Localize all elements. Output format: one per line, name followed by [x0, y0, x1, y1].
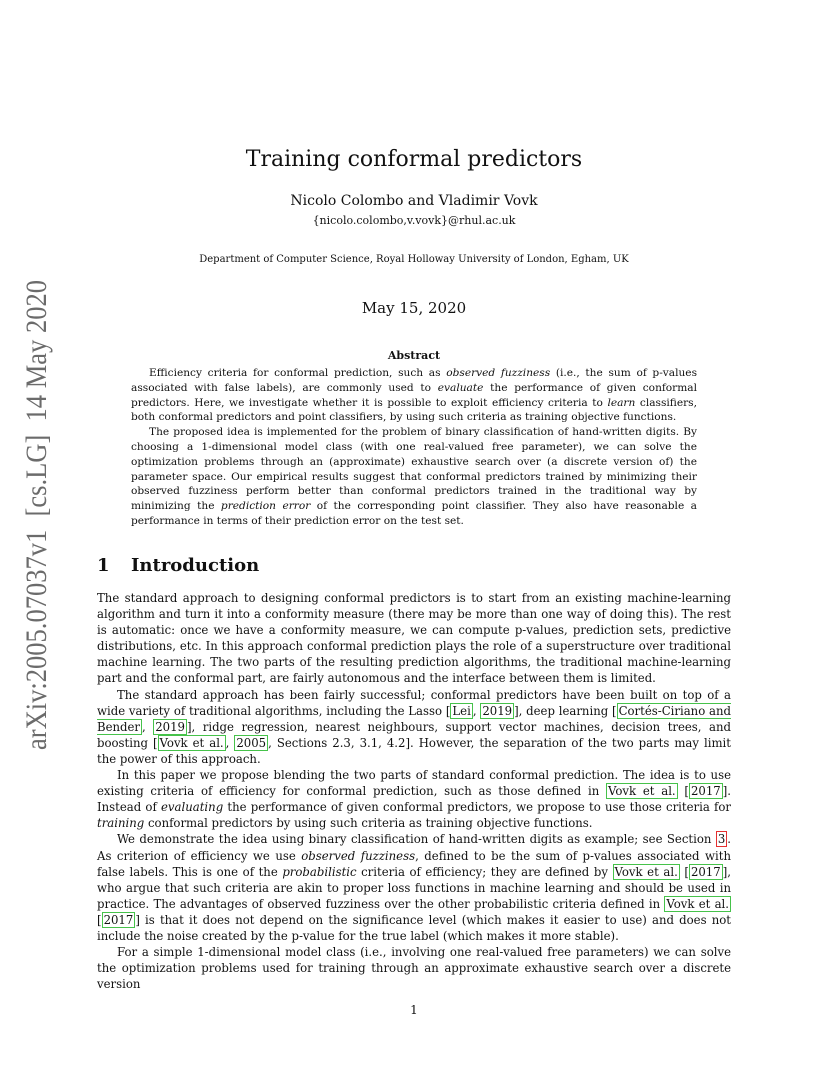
body-paragraph-2: The standard approach has been fairly successful; conformal predictors have been built on top of a wide variety of traditional algorithms, including the Lasso [ Lei , 2019 ], deep learning [ Cortés-Ciriano and Bender , 2019 ], ridge regression, nearest neighbours, support vector machines, decision trees, and boosting [ Vovk et al. , 2005 , Sections 2.3, 3.1, 4.2]. However, the separation of the two parts may limit the power of this approach.: [97, 687, 731, 766]
page-number: 1: [410, 1003, 418, 1017]
affiliation: Department of Computer Science, Royal Holloway University of London, Egham, UK: [199, 254, 629, 265]
body-paragraph-1: The standard approach to designing conformal predictors is to start from an existing machine-learning algorithm and turn it into a conformity measure (there may be more than one way of doing this). The rest is automatic: once we have a conformity measure, we can compute p-values, prediction sets, predictive distributions, etc. In this approach conformal prediction plays the role of a superstructure over traditional machine learning. The two parts of the resulting prediction algorithms, the traditional machine-learning part and the conformal part, are fairly autonomous and the interface between them is limited.: [97, 591, 731, 686]
citation-link[interactable]: 2019: [155, 719, 185, 734]
citation-link[interactable]: 2017: [690, 784, 721, 799]
citation-link[interactable]: 2017: [690, 864, 721, 879]
citation-link[interactable]: Vovk et al.: [614, 864, 678, 879]
citation-link[interactable]: 2005: [236, 735, 267, 750]
citation-link[interactable]: Cortés-Ciriano and Bender: [97, 703, 731, 734]
section-title: Introduction: [131, 555, 260, 576]
section-heading: [97, 555, 259, 576]
citation-link[interactable]: 2019: [482, 703, 513, 718]
citation-link[interactable]: Lei: [452, 703, 471, 718]
arxiv-stamp-text: arXiv:2005.07037v1 [cs.LG] 14 May 2020: [20, 280, 53, 750]
body-text: [97, 590, 731, 992]
abstract: [131, 366, 697, 529]
paper-title: Training conformal predictors: [245, 147, 583, 172]
author-email: {nicolo.colombo,v.vovk}@rhul.ac.uk: [312, 214, 516, 227]
section-link[interactable]: 3: [717, 832, 726, 847]
citation-link[interactable]: Vovk et al.: [608, 784, 676, 799]
citation-link[interactable]: Vovk et al.: [159, 735, 224, 750]
citation-link[interactable]: 2017: [103, 912, 134, 927]
abstract-paragraph-1: Efficiency criteria for conformal prediction, such as observed fuzziness (i.e., the sum of p-values associated with false labels), are commonly used to evaluate the performance of given conformal predictors. Here, we investigate whether it is possible to exploit efficiency criteria to learn classifiers, both conformal predictors and point classifiers, by using such criteria as training objective functions.: [131, 367, 698, 424]
section-number: 1: [97, 555, 110, 576]
citation-link[interactable]: Vovk et al.: [666, 896, 729, 911]
abstract-paragraph-2: The proposed idea is implemented for the problem of binary classification of hand-written digits. By choosing a 1-dimensional model class (with one real-valued free parameter), we can solve the optimization problems through an (approximate) exhaustive search over (a discrete version of) the parameter space. Our empirical results suggest that conformal predictors trained by minimizing their observed fuzziness perform better than conformal predictors trained in the traditional way by minimizing the prediction error of the corresponding point classifier. They also have reasonable a performance in terms of their prediction error on the test set.: [131, 426, 697, 527]
abstract-heading: Abstract: [387, 349, 441, 362]
authors: Nicolo Colombo and Vladimir Vovk: [290, 193, 538, 209]
body-paragraph-3: In this paper we propose blending the two parts of standard conformal prediction. The idea is to use existing criteria of efficiency for conformal prediction, such as those defined in Vovk et al. [ 2017 ]. Instead of evaluating the performance of given conformal predictors, we propose to use those criteria for training conformal predictors by using such criteria as training objective functions.: [97, 768, 731, 831]
body-paragraph-5: For a simple 1-dimensional model class (i.e., involving one real-valued free parameters) we can solve the optimization problems used for training through an approximate exhaustive search over a discrete version: [97, 945, 731, 992]
paper-date: May 15, 2020: [361, 299, 467, 317]
body-paragraph-4: We demonstrate the idea using binary classification of hand-written digits as example; see Section 3 . As criterion of efficiency we use observed fuzziness, defined to be the sum of p-values associated with false labels. This is one of the probabilistic criteria of efficiency; they are defined by Vovk et al. [ 2017 ], who argue that such criteria are akin to proper loss functions in machine learning and should be used in practice. The advantages of observed fuzziness over the other probabilistic criteria defined in Vovk et al. [ 2017 ] is that it does not depend on the significance level (which makes it easier to use) and does not include the noise created by the p-value for the true label (which makes it more stable).: [97, 832, 731, 943]
